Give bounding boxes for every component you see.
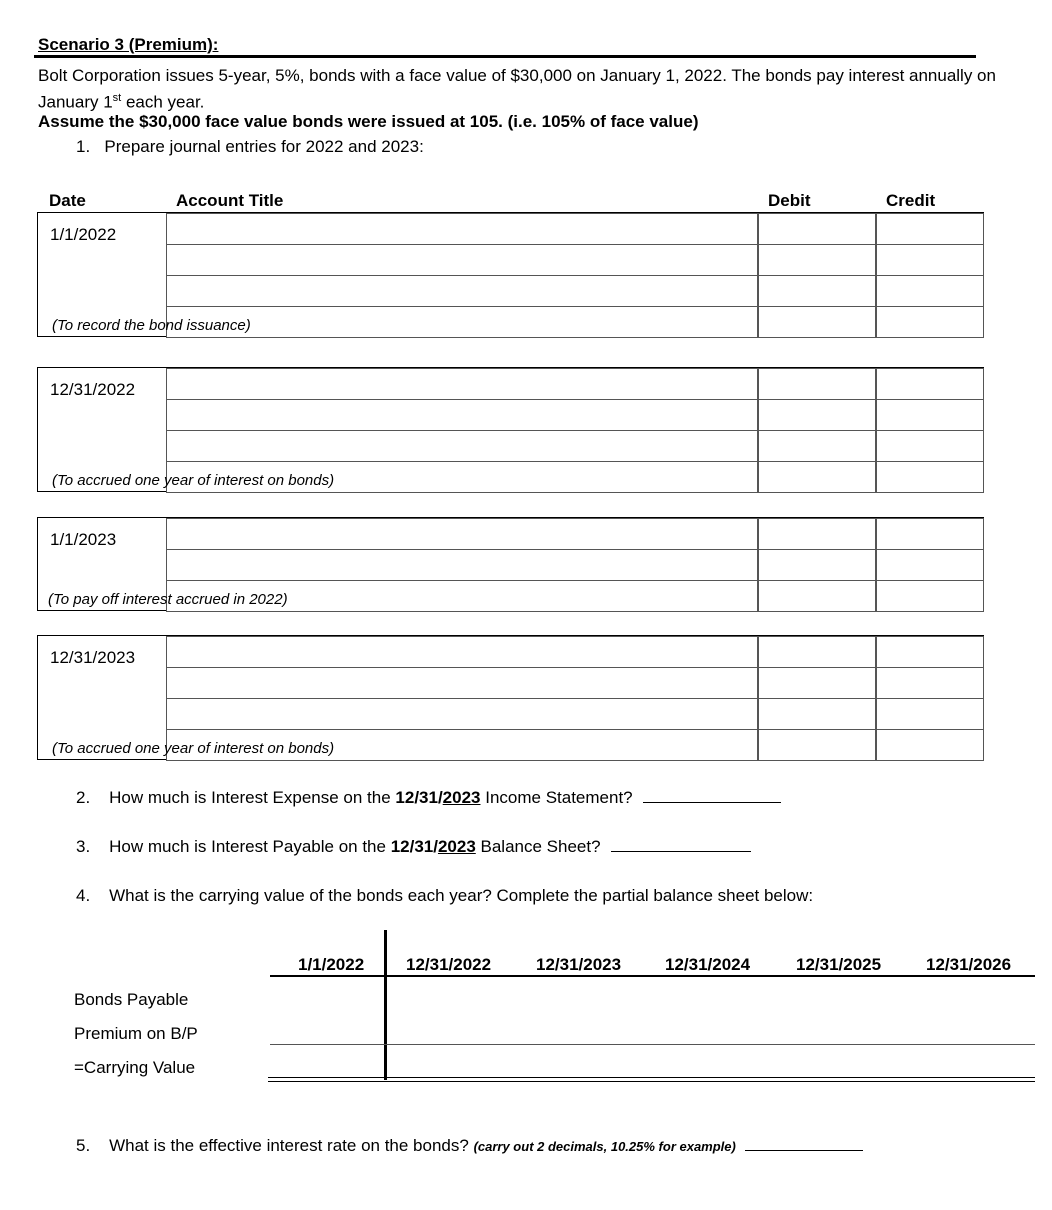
debit-input[interactable] — [758, 430, 876, 462]
bs-total-rule-bottom — [268, 1081, 1035, 1082]
bs-col-2: 12/31/2022 — [406, 955, 492, 974]
q1-number: 1. — [76, 137, 91, 156]
assumption: Assume the $30,000 face value bonds were issued at 105. (i.e. 105% of face value) — [38, 112, 699, 131]
account-input[interactable] — [166, 698, 758, 730]
q4-text: What is the carrying value of the bonds each year? Complete the partial balance sheet below: — [109, 886, 814, 905]
journal-entry-3 — [37, 517, 984, 611]
header-credit: Credit — [886, 191, 936, 210]
entry-date: 1/1/2023 — [50, 530, 117, 549]
bs-col-6: 12/31/2026 — [926, 955, 1012, 974]
credit-input[interactable] — [876, 306, 984, 338]
bs-row-bonds-payable: Bonds Payable — [74, 990, 189, 1009]
bs-total-rule-top — [268, 1077, 1035, 1078]
bs-col-5: 12/31/2025 — [796, 955, 882, 974]
account-input[interactable] — [166, 306, 758, 338]
q3-text: How much is Interest Payable on the — [109, 837, 391, 856]
question-2 — [76, 788, 781, 808]
account-input[interactable] — [166, 636, 758, 668]
debit-input[interactable] — [758, 306, 876, 338]
bs-col-1: 1/1/2022 — [298, 955, 365, 974]
debit-input[interactable] — [758, 698, 876, 730]
credit-input[interactable] — [876, 461, 984, 493]
header-account-title: Account Title — [176, 191, 284, 210]
bs-row-carrying-value: =Carrying Value — [74, 1058, 196, 1077]
problem-statement — [38, 64, 998, 114]
journal-entry-4 — [37, 635, 984, 760]
q1-text: Prepare journal entries for 2022 and 2023: — [104, 137, 424, 156]
q2-date-b: 2023 — [442, 788, 481, 807]
scenario-title: Scenario 3 (Premium): — [38, 35, 219, 54]
credit-input[interactable] — [876, 549, 984, 581]
q3-number: 3. — [76, 837, 91, 856]
entry-date: 12/31/2023 — [50, 648, 136, 667]
debit-input[interactable] — [758, 399, 876, 431]
debit-input[interactable] — [758, 580, 876, 612]
entry-date: 1/1/2022 — [50, 225, 117, 244]
account-input[interactable] — [166, 549, 758, 581]
question-1 — [76, 137, 424, 157]
bs-col-3: 12/31/2023 — [536, 955, 622, 974]
debit-input[interactable] — [758, 667, 876, 699]
bs-col-4: 12/31/2024 — [665, 955, 751, 974]
journal-entry-2 — [37, 367, 984, 492]
debit-input[interactable] — [758, 244, 876, 276]
q2-number: 2. — [76, 788, 91, 807]
credit-input[interactable] — [876, 244, 984, 276]
account-input[interactable] — [166, 213, 758, 245]
debit-input[interactable] — [758, 275, 876, 307]
credit-input[interactable] — [876, 275, 984, 307]
q5-answer-blank[interactable] — [745, 1149, 863, 1151]
q3-date-a: 12/31/ — [390, 837, 438, 856]
q3-date-b: 2023 — [437, 837, 476, 856]
credit-input[interactable] — [876, 368, 984, 400]
account-input[interactable] — [166, 368, 758, 400]
debit-input[interactable] — [758, 636, 876, 668]
entry-note: (To accrued one year of interest on bonds) — [52, 740, 335, 757]
credit-input[interactable] — [876, 667, 984, 699]
debit-input[interactable] — [758, 729, 876, 761]
credit-input[interactable] — [876, 518, 984, 550]
q3-text-end: Balance Sheet? — [475, 837, 601, 856]
intro-text-end: each year. — [121, 92, 205, 112]
intro-text: Bolt Corporation issues 5-year, 5%, bonds with a face value of $30,000 on January 1, 2022. The bonds pay interest annually on January 1 — [38, 66, 996, 112]
credit-input[interactable] — [876, 580, 984, 612]
q2-date-a: 12/31/ — [395, 788, 443, 807]
entry-note: (To accrued one year of interest on bonds) — [52, 472, 335, 489]
account-input[interactable] — [166, 518, 758, 550]
account-input[interactable] — [166, 399, 758, 431]
debit-input[interactable] — [758, 368, 876, 400]
account-input[interactable] — [166, 667, 758, 699]
debit-input[interactable] — [758, 549, 876, 581]
credit-input[interactable] — [876, 729, 984, 761]
q5-hint: (carry out 2 decimals, 10.25% for example) — [473, 1139, 736, 1154]
credit-input[interactable] — [876, 399, 984, 431]
entry-date: 12/31/2022 — [50, 380, 136, 399]
bs-vertical-divider — [384, 930, 387, 1080]
credit-input[interactable] — [876, 430, 984, 462]
header-debit: Debit — [768, 191, 811, 210]
debit-input[interactable] — [758, 518, 876, 550]
journal-entry-1 — [37, 212, 984, 337]
title-rule — [34, 55, 976, 58]
q2-answer-blank[interactable] — [643, 801, 781, 803]
credit-input[interactable] — [876, 698, 984, 730]
q4-number: 4. — [76, 886, 91, 905]
account-input[interactable] — [166, 430, 758, 462]
intro-sup: st — [112, 92, 122, 104]
debit-input[interactable] — [758, 213, 876, 245]
entry-note: (To record the bond issuance) — [52, 317, 251, 334]
account-input[interactable] — [166, 275, 758, 307]
question-3 — [76, 837, 751, 857]
debit-input[interactable] — [758, 461, 876, 493]
q5-number: 5. — [76, 1136, 91, 1155]
q3-answer-blank[interactable] — [611, 850, 751, 852]
bs-input-area[interactable] — [388, 990, 1033, 1072]
header-date: Date — [49, 191, 86, 210]
q5-text: What is the effective interest rate on the bonds? — [109, 1136, 474, 1155]
question-4 — [76, 886, 813, 906]
question-5 — [76, 1136, 863, 1156]
credit-input[interactable] — [876, 636, 984, 668]
bs-row-premium: Premium on B/P — [74, 1024, 198, 1043]
q2-text: How much is Interest Expense on the — [109, 788, 396, 807]
account-input[interactable] — [166, 244, 758, 276]
entry-note: (To pay off interest accrued in 2022) — [48, 591, 288, 608]
q2-text-end: Income Statement? — [480, 788, 633, 807]
credit-input[interactable] — [876, 213, 984, 245]
